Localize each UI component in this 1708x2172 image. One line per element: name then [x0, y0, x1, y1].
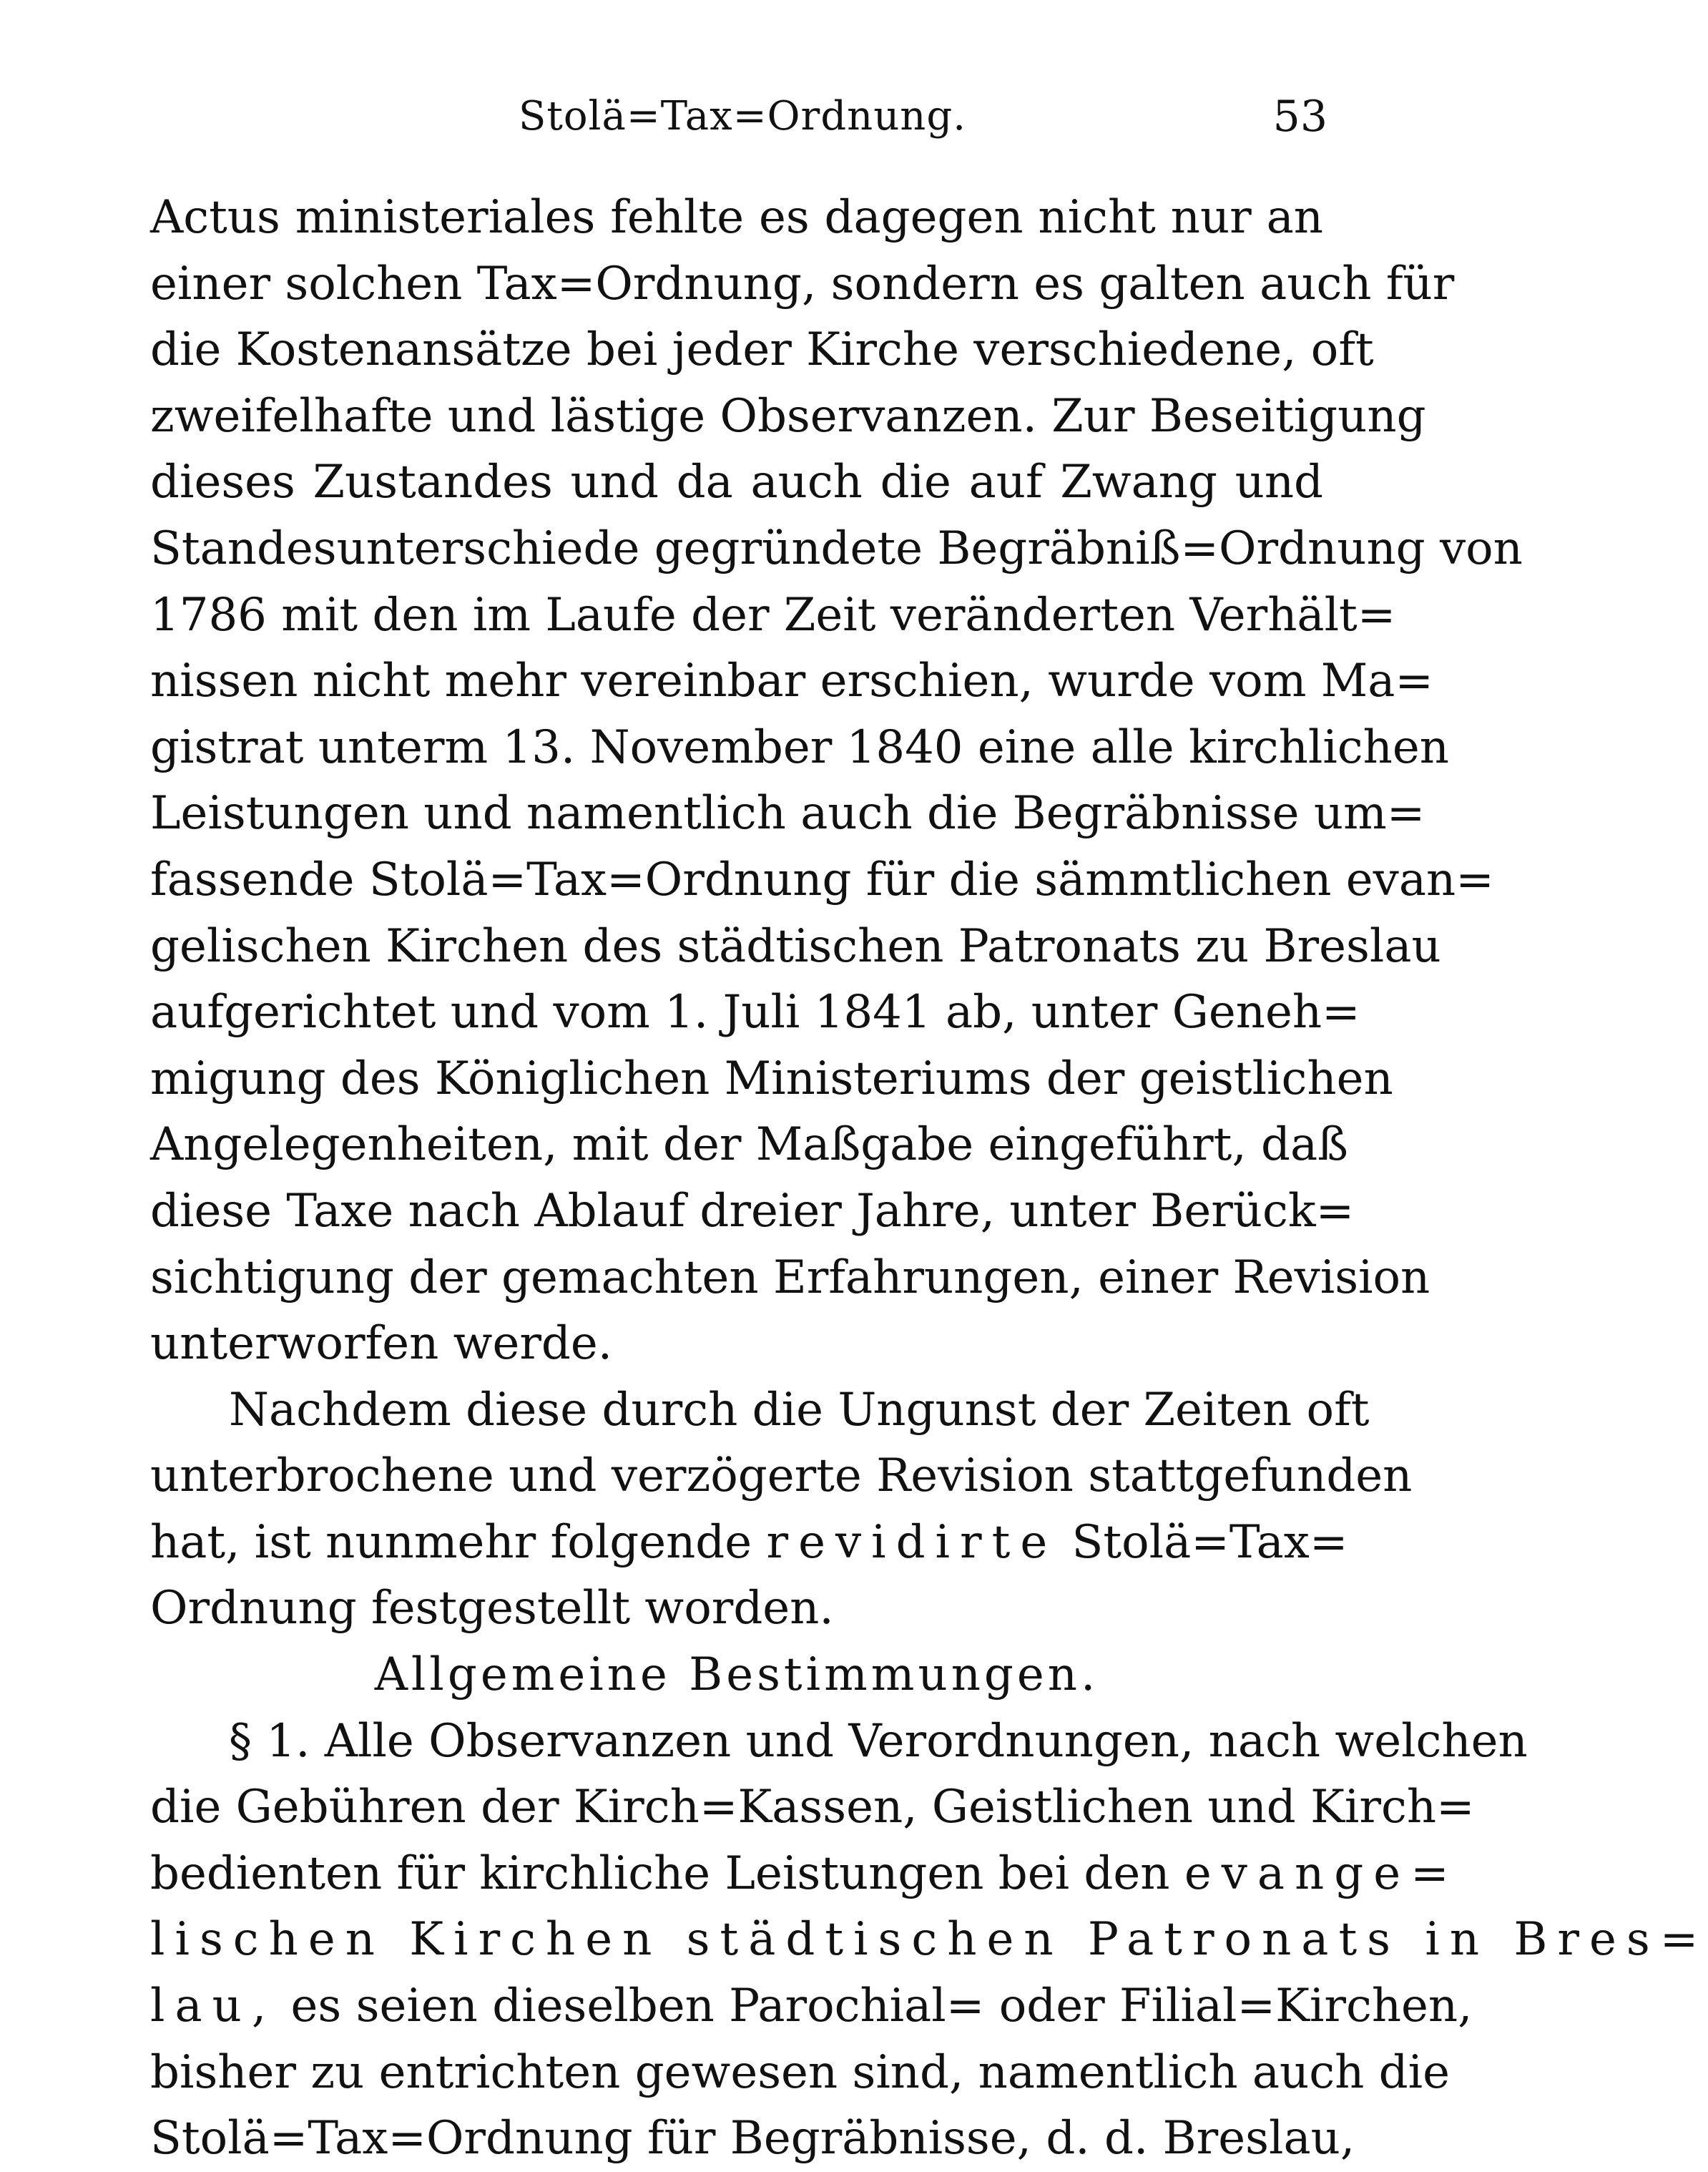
text-segment: hat, ist nunmehr folgende	[150, 1515, 752, 1569]
text-line: Actus ministeriales fehlte es dagegen nicht nur an	[150, 191, 1323, 244]
running-title: Stolä=Tax=Ordnung.	[518, 93, 967, 140]
text-line: Angelegenheiten, mit der Maßgabe eingeführt, daß	[150, 1118, 1348, 1172]
text-line: bisher zu entrichten gewesen sind, namentlich auch die	[150, 2045, 1450, 2099]
text-line: nissen nicht mehr vereinbar erschien, wurde vom Ma=	[150, 655, 1434, 708]
text-line-with-emphasis	[150, 1510, 1348, 1576]
text-line: aufgerichtet und vom 1. Juli 1841 ab, unter Geneh=	[150, 986, 1360, 1039]
text-line: die Gebühren der Kirch=Kassen, Geistlichen und Kirch=	[150, 1781, 1475, 1834]
text-line: sichtigung der gemachten Erfahrungen, einer Revision	[150, 1251, 1430, 1304]
running-head	[0, 84, 1485, 149]
text-line: zweifelhafte und lästige Observanzen. Zur Beseitigung	[150, 389, 1426, 443]
section-heading: Allgemeine Bestimmungen.	[374, 1648, 1099, 1702]
text-line: Stolä=Tax=Ordnung für Begräbnisse, d. d. Breslau,	[150, 2112, 1355, 2166]
text-line-with-emphasis	[150, 1907, 1708, 1973]
text-line: migung des Königlichen Ministeriums der geistlichen	[150, 1052, 1393, 1105]
text-line: Standesunterschiede gegründete Begräbniß=Ordnung von	[150, 522, 1523, 575]
paragraph-start-line: Nachdem diese durch die Ungunst der Zeiten oft	[229, 1383, 1370, 1437]
text-line: diese Taxe nach Ablauf dreier Jahre, unter Berück=	[150, 1184, 1355, 1238]
text-segment: es seien dieselben Parochial= oder Filial=Kirchen,	[290, 1980, 1473, 2033]
text-line: Ordnung festgestellt worden.	[150, 1582, 834, 1635]
paragraph-start-line: § 1. Alle Observanzen und Verordnungen, nach welchen	[229, 1714, 1528, 1768]
text-line: 1786 mit den im Laufe der Zeit veränderten Verhält=	[150, 588, 1396, 642]
text-segment: bedienten für kirchliche Leistungen bei den	[150, 1846, 1170, 1900]
spaced-emphasis: evange=	[1184, 1846, 1459, 1900]
text-line-with-emphasis	[150, 1973, 1473, 2040]
text-line: einer solchen Tax=Ordnung, sondern es galten auch für	[150, 257, 1455, 310]
text-line: dieses Zustandes und da auch die auf Zwang und	[150, 456, 1323, 509]
spaced-emphasis: lischen Kirchen städtischen Patronats in Bres=	[150, 1913, 1708, 1967]
text-line: unterworfen werde.	[150, 1317, 613, 1371]
text-line: gistrat unterm 13. November 1840 eine alle kirchlichen	[150, 720, 1449, 774]
body-text	[150, 185, 1708, 2172]
text-line: die Kostenansätze bei jeder Kirche verschiedene, oft	[150, 323, 1374, 377]
text-line: unterbrochene und verzögerte Revision stattgefunden	[150, 1449, 1413, 1503]
text-line: fassende Stolä=Tax=Ordnung für die sämmtlichen evan=	[150, 853, 1494, 906]
text-line-with-emphasis	[150, 1841, 1459, 1907]
page-number: 53	[1272, 92, 1327, 142]
text-line: gelischen Kirchen des städtischen Patronats zu Breslau	[150, 919, 1441, 973]
spaced-emphasis: lau,	[150, 1980, 277, 2033]
text-line: Leistungen und namentlich auch die Begräbnisse um=	[150, 787, 1425, 841]
text-segment: Stolä=Tax=	[1071, 1515, 1348, 1569]
spaced-emphasis: revidirte	[766, 1515, 1058, 1569]
